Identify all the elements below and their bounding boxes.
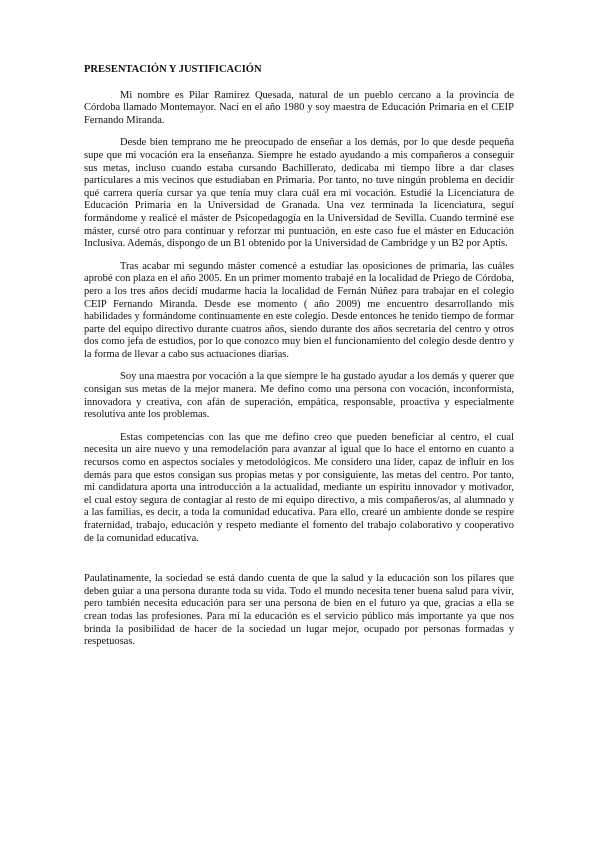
section-heading: PRESENTACIÓN Y JUSTIFICACIÓN — [84, 64, 262, 75]
paragraph-society: Paulatinamente, la sociedad se está dando cuenta de que la salud y la educación son los pilares que deben guiar a una persona durante toda su vida. Todo el mundo necesita tener buena salud para vivir, pero también necesita educación para ser una persona de bien en el futuro ya que, gracias a ella se crean todas las profesiones. Para mí la educación es el servicio público más importante ya que nos brinda la posibilidad de hacer de la sociedad un lugar mejor, ocupado por personas formadas y respetuosas. — [84, 573, 514, 648]
document-page — [84, 64, 514, 659]
paragraph-introduction: Mi nombre es Pilar Ramírez Quesada, natural de un pueblo cercano a la provincia de Córdoba llamado Montemayor. Nací en el año 1980 y soy maestra de Educación Primaria en el CEIP Fernando Miranda. — [84, 89, 514, 126]
paragraph-education: Desde bien temprano me he preocupado de enseñar a los demás, por lo que desde pequeña supe que mi vocación era la enseñanza. Siempre he estado ayudando a mis compañeros a conseguir sus metas, incluso cuando estaba cursando Bachillerato, dedicaba mi tiempo libre a dar clases particulares a mis vecinos que estudiaban en Primaria. Por tanto, no tuve ningún problema en decidir qué carrera quería cursar ya que tenía muy clara cuál era mi vocación. Estudié la Licenciatura de Educación Primaria en la Universidad de Granada. Una vez terminada la licenciatura, seguí formándome y realicé el máster de Psicopedagogía en la Universidad de Sevilla. Cuando terminé ese máster, cursé otro para continuar y reforzar mi puntuación, en este caso fue el máster en Educación Inclusiva. Además, dispongo de un B1 obtenido por la Universidad de Cambridge y un B2 por Aptis. — [84, 137, 514, 250]
paragraph-competencies: Estas competencias con las que me defino creo que pueden beneficiar al centro, el cual necesita un aire nuevo y una remodelación para avanzar al igual que lo hace el entorno en cuanto a recursos como en aspectos sociales y metodológicos. Me considero una líder, capaz de influir en los demás para que estos consigan sus propias metas y por consiguiente, las metas del centro. Por tanto, mi candidatura aporta una introducción a la actualidad, mediante un espíritu innovador y motivador, el cual estoy segura de contagiar al resto de mi equipo directivo, a mis compañeros/as, al alumnado y a las familias, es decir, a toda la comunidad educativa. Para ello, crearé un ambiente donde se respire fraternidad, trabajo, educación y respeto mediante el fomento del trabajo colaborativo y cooperativo de la comunidad educativa. — [84, 431, 514, 544]
paragraph-spacer — [84, 555, 514, 573]
paragraph-vocation: Soy una maestra por vocación a la que siempre le ha gustado ayudar a los demás y querer que consigan sus metas de la mejor manera. Me defino como una persona con vocación, inconformista, innovadora y creativa, con afán de superación, empática, responsable, proactiva y especialmente resolutiva ante los problemas. — [84, 371, 514, 421]
paragraph-career: Tras acabar mi segundo máster comencé a estudiar las oposiciones de primaria, las cuáles aprobé con plaza en el año 2005. En un primer momento trabajé en la localidad de Priego de Córdoba, pero a los tres años decidí mudarme hacia la localidad de Fernán Núñez para trabajar en el colegio CEIP Fernando Miranda. Desde ese momento ( año 2009) me encuentro desarrollando mis habilidades y formándome continuamente en este colegio. Desde entonces he tenido tiempo de formar parte del equipo directivo durante cuatros años, siendo durante dos años secretaria del centro y otros dos como jefa de estudios, por lo que conozco muy bien el funcionamiento del colegio desde dentro y la forma de llevar a cabo sus actuaciones diarias. — [84, 260, 514, 360]
